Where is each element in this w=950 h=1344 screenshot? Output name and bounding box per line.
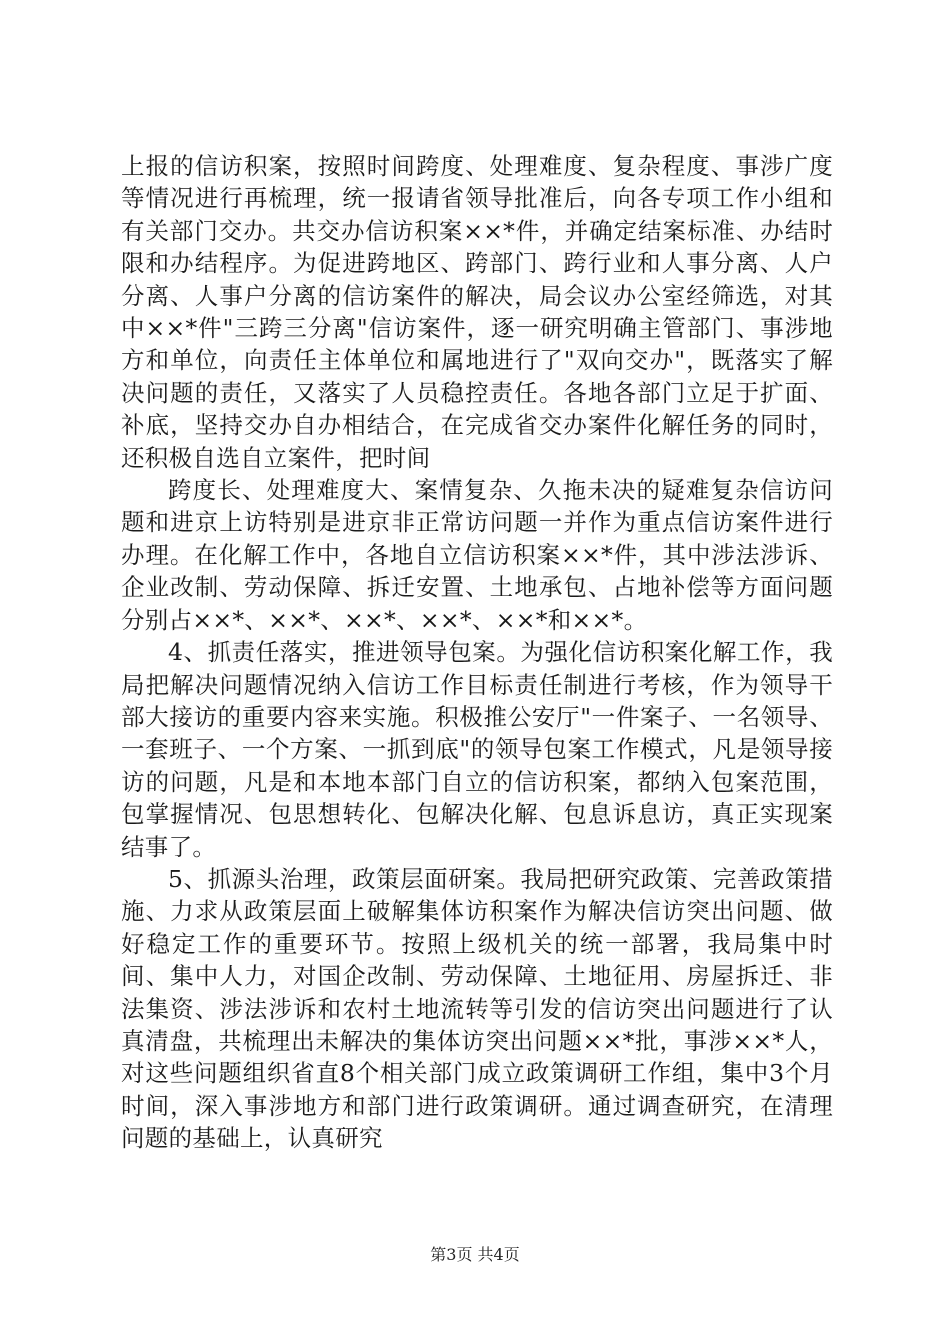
- paragraph-3: 4、抓责任落实，推进领导包案。为强化信访积案化解工作，我局把解决问题情况纳入信访工作目标责任制进行考核，作为领导干部大接访的重要内容来实施。积极推公安厅"一件案子、一名领导、一套班子、一个方案、一抓到底"的领导包案工作模式，凡是领导接访的问题，凡是和本地本部门自立的信访积案，都纳入包案范围，包掌握情况、包思想转化、包解决化解、包息诉息访，真正实现案结事了。: [121, 638, 833, 861]
- document-body: [121, 150, 833, 1155]
- paragraph-4: 5、抓源头治理，政策层面研案。我局把研究政策、完善政策措施、力求从政策层面上破解集体访积案作为解决信访突出问题、做好稳定工作的重要环节。按照上级机关的统一部署，我局集中时间、集中人力，对国企改制、劳动保障、土地征用、房屋拆迁、非法集资、涉法涉诉和农村土地流转等引发的信访突出问题进行了认真清盘，共梳理出未解决的集体访突出问题××*批，事涉××*人，对这些问题组织省直8个相关部门成立政策调研工作组，集中3个月时间，深入事涉地方和部门进行政策调研。通过调查研究，在清理问题的基础上，认真研究: [121, 864, 833, 1153]
- paragraph-1: 上报的信访积案，按照时间跨度、处理难度、复杂程度、事涉广度等情况进行再梳理，统一报请省领导批准后，向各专项工作小组和有关部门交办。共交办信访积案××*件，并确定结案标准、办结时限和办结程序。为促进跨地区、跨部门、跨行业和人事分离、人户分离、人事户分离的信访案件的解决，局会议办公室经筛选，对其中××*件"三跨三分离"信访案件，逐一研究明确主管部门、事涉地方和单位，向责任主体单位和属地进行了"双向交办"，既落实了解决问题的责任，又落实了人员稳控责任。各地各部门立足于扩面、补底，坚持交办自办相结合，在完成省交办案件化解任务的同时，还积极自选自立案件，把时间: [121, 152, 833, 472]
- paragraph-2: 跨度长、处理难度大、案情复杂、久拖未决的疑难复杂信访问题和进京上访特别是进京非正常访问题一并作为重点信访案件进行办理。在化解工作中，各地自立信访积案××*件，其中涉法涉诉、企业改制、劳动保障、拆迁安置、土地承包、占地补偿等方面问题分别占××*、××*、××*、××*、××*和××*。: [121, 476, 833, 634]
- page-number-footer: 第3页 共4页: [430, 1245, 520, 1264]
